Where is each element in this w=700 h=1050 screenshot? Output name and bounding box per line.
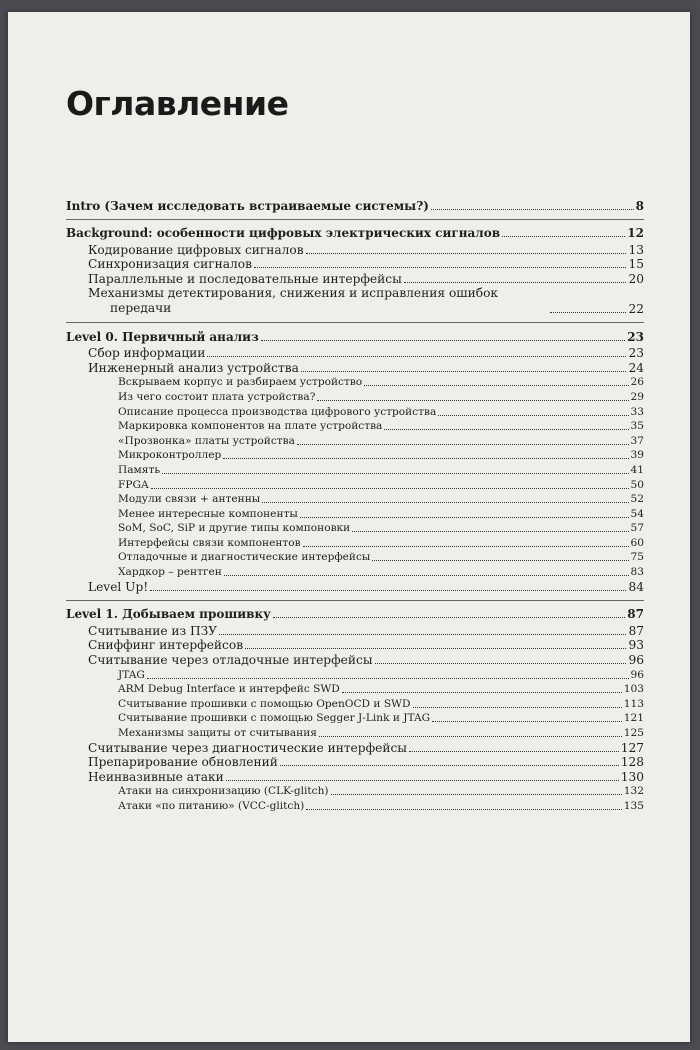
toc-entry-level-1[interactable] <box>66 755 644 770</box>
toc-entry-text: «Прозвонка» платы устройства <box>118 434 295 447</box>
dot-leader <box>317 400 628 401</box>
dot-leader <box>375 663 627 664</box>
toc-entry-title <box>66 330 259 344</box>
toc-entry-level-0[interactable] <box>66 226 644 241</box>
toc-page-number: 57 <box>630 522 644 535</box>
table-of-contents <box>66 198 644 813</box>
toc-entry-title <box>88 361 299 375</box>
toc-entry-level-2[interactable] <box>66 506 644 521</box>
dot-leader <box>147 678 629 679</box>
toc-page-number: 113 <box>623 697 644 710</box>
toc-entry-level-2[interactable] <box>66 784 644 799</box>
dot-leader <box>331 794 622 795</box>
toc-entry-text: Level 0. Первичный анализ <box>66 329 259 344</box>
section-divider <box>66 322 644 329</box>
toc-entry-text: Сниффинг интерфейсов <box>88 638 244 653</box>
toc-entry-title <box>88 243 304 257</box>
dot-leader <box>280 765 619 766</box>
toc-entry-title <box>118 478 149 492</box>
toc-page-number: 20 <box>628 271 644 286</box>
toc-entry-title <box>88 272 402 286</box>
dot-leader <box>273 617 625 618</box>
dot-leader <box>303 546 629 547</box>
toc-entry-title <box>118 784 329 798</box>
dot-leader <box>352 531 628 532</box>
toc-page-number: 23 <box>627 329 644 344</box>
toc-entry-text: Из чего состоит плата устройства? <box>118 390 316 403</box>
toc-entry-level-2[interactable] <box>66 492 644 507</box>
toc-page-number: 87 <box>628 623 644 638</box>
book-page <box>8 12 690 1042</box>
toc-entry-title <box>66 607 271 621</box>
dot-leader <box>413 707 622 708</box>
toc-entry-text: Считывание через отладочные интерфейсы <box>88 653 373 668</box>
toc-page-number: 83 <box>630 566 644 579</box>
toc-entry-title <box>88 346 205 360</box>
toc-entry-title <box>88 755 278 769</box>
toc-page-number: 60 <box>630 536 644 549</box>
toc-entry-title <box>118 550 370 564</box>
toc-entry-title <box>118 521 350 535</box>
toc-entry-level-2[interactable] <box>66 521 644 536</box>
toc-page-number: 37 <box>630 434 644 447</box>
dot-leader <box>297 444 629 445</box>
toc-entry-text: Считывание прошивки с помощью Segger J-Link и JTAG <box>118 712 431 725</box>
toc-page-number: 41 <box>630 463 644 476</box>
dot-leader <box>372 560 628 561</box>
toc-entry-text: Intro (Зачем исследовать встраиваемые системы?) <box>66 198 429 213</box>
toc-entry-title <box>88 580 148 594</box>
toc-entry-text: Инженерный анализ устройства <box>88 360 299 375</box>
toc-entry-level-1[interactable] <box>66 346 644 361</box>
toc-entry-title <box>88 624 217 638</box>
toc-entry-text: Сбор информации <box>88 346 206 361</box>
toc-entry-title <box>118 536 301 550</box>
toc-entry-title <box>118 463 160 477</box>
dot-leader <box>409 751 619 752</box>
toc-entry-level-1[interactable] <box>66 740 644 755</box>
toc-page-number: 128 <box>620 755 644 770</box>
section-divider <box>66 219 644 226</box>
dot-leader <box>207 356 626 357</box>
dot-leader <box>384 429 628 430</box>
toc-entry-title <box>88 257 252 271</box>
toc-page-number: 127 <box>620 740 644 755</box>
toc-page-number: 29 <box>630 390 644 403</box>
toc-page-number: 23 <box>628 346 644 361</box>
toc-entry-text: Background: особенности цифровых электрических сигналов <box>66 226 501 241</box>
toc-page-number: 96 <box>630 668 644 681</box>
dot-leader <box>254 267 627 268</box>
dot-leader <box>432 721 622 722</box>
dot-leader <box>550 312 626 313</box>
toc-entry-title <box>118 711 430 725</box>
toc-page-number: 87 <box>627 607 644 622</box>
dot-leader <box>300 517 629 518</box>
dot-leader <box>438 415 628 416</box>
toc-entry-title <box>118 375 362 389</box>
toc-page-number: 130 <box>620 769 644 784</box>
dot-leader <box>431 209 634 210</box>
toc-entry-text: Неинвазивные атаки <box>88 769 224 784</box>
toc-entry-level-1[interactable] <box>66 271 644 286</box>
toc-entry-level-0[interactable] <box>66 607 644 622</box>
toc-entry-level-1[interactable] <box>66 360 644 375</box>
toc-entry-title <box>118 390 315 404</box>
toc-entry-level-1[interactable] <box>66 579 644 594</box>
dot-leader <box>219 634 626 635</box>
toc-entry-title <box>118 697 411 711</box>
toc-entry-level-0[interactable] <box>66 329 644 344</box>
toc-page-number: 125 <box>623 727 644 739</box>
dot-leader <box>342 692 622 693</box>
toc-entry-text-continuation: передачи <box>110 300 172 315</box>
toc-entry-text: Вскрываем корпус и разбираем устройство <box>118 376 363 389</box>
toc-entry-text: Хардкор – рентген <box>118 566 222 579</box>
section-divider <box>66 600 644 607</box>
toc-entry-title <box>66 199 429 213</box>
toc-entry-title <box>118 405 436 419</box>
toc-entry-text: ARM Debug Interface и интерфейс SWD <box>118 683 340 696</box>
toc-entry-text: Маркировка компонентов на плате устройства <box>118 420 383 433</box>
toc-page-number: 50 <box>630 478 644 491</box>
toc-page-number: 24 <box>628 360 644 375</box>
toc-entry-text: Синхронизация сигналов <box>88 257 252 272</box>
toc-entry-text: Менее интересные компоненты <box>118 507 298 520</box>
toc-page-number: 15 <box>628 257 644 272</box>
toc-entry-text: Параллельные и последовательные интерфейсы <box>88 271 402 286</box>
toc-entry-title <box>118 726 317 740</box>
toc-entry-level-2[interactable] <box>66 535 644 550</box>
dot-leader <box>306 253 627 254</box>
toc-page-number: 35 <box>630 420 644 433</box>
toc-entry-level-1[interactable] <box>66 242 644 257</box>
dot-leader <box>404 282 627 283</box>
toc-entry-text: Атаки на синхронизацию (CLK-glitch) <box>118 785 329 798</box>
toc-entry-text: Модули связи + антенны <box>118 493 261 506</box>
toc-entry-text: Память <box>118 463 161 476</box>
toc-entry-level-2[interactable] <box>66 564 644 579</box>
toc-entry-level-2[interactable] <box>66 477 644 492</box>
toc-entry-text: Level Up! <box>88 579 149 594</box>
toc-entry-level-1[interactable] <box>66 257 644 272</box>
dot-leader <box>261 340 626 341</box>
toc-entry-title <box>88 770 224 784</box>
toc-entry-text: Описание процесса производства цифрового устройства <box>118 405 437 418</box>
toc-entry-level-1[interactable] <box>66 652 644 667</box>
toc-entry-level-0[interactable] <box>66 198 644 213</box>
toc-entry-text: Механизмы защиты от считывания <box>118 727 317 739</box>
toc-entry-text: Кодирование цифровых сигналов <box>88 242 304 257</box>
toc-entry-text: Препарирование обновлений <box>88 755 278 770</box>
toc-entry-text: Механизмы детектирования, снижения и исправления ошибок <box>88 285 499 300</box>
toc-entry-level-2[interactable] <box>66 682 644 697</box>
toc-page-number: 93 <box>628 638 644 653</box>
toc-entry-title <box>118 492 260 506</box>
toc-page-number: 103 <box>623 683 644 696</box>
toc-entry-level-2[interactable] <box>66 711 644 726</box>
toc-entry-text: FPGA <box>118 478 149 491</box>
toc-page-number: 12 <box>627 226 644 241</box>
dot-leader <box>151 488 629 489</box>
toc-page-number: 39 <box>630 449 644 462</box>
toc-page-number: 132 <box>623 785 644 798</box>
toc-entry-level-2[interactable] <box>66 448 644 463</box>
toc-entry-title <box>118 434 295 448</box>
dot-leader <box>150 590 626 591</box>
toc-entry-text: Level 1. Добываем прошивку <box>66 607 271 622</box>
toc-page-number: 13 <box>628 242 644 257</box>
dot-leader <box>306 809 621 810</box>
dot-leader <box>245 648 626 649</box>
toc-page-number: 96 <box>628 653 644 668</box>
toc-entry-level-2[interactable] <box>66 696 644 711</box>
toc-entry-text: Считывание прошивки с помощью OpenOCD и SWD <box>118 697 411 710</box>
page-title: Оглавление <box>66 84 289 123</box>
toc-entry-title <box>118 668 145 682</box>
toc-page-number: 8 <box>635 198 644 213</box>
toc-page-number: 121 <box>623 712 644 725</box>
dot-leader <box>224 575 629 576</box>
dot-leader <box>223 458 628 459</box>
toc-page-number: 26 <box>630 376 644 389</box>
toc-entry-title <box>118 682 340 696</box>
toc-entry-level-1[interactable] <box>66 638 644 653</box>
toc-entry-title <box>66 226 500 240</box>
dot-leader <box>162 473 628 474</box>
toc-page-number: 22 <box>628 301 644 316</box>
dot-leader <box>301 371 627 372</box>
toc-entry-title <box>118 507 298 521</box>
toc-entry-level-2[interactable] <box>66 667 644 682</box>
toc-entry-text: Атаки «по питанию» (VCC-glitch) <box>118 799 305 812</box>
toc-entry-text: Считывание из ПЗУ <box>88 623 218 638</box>
toc-entry-title <box>118 799 304 813</box>
toc-entry-level-2[interactable] <box>66 419 644 434</box>
toc-page-number: 33 <box>630 405 644 418</box>
toc-entry-text: Микроконтроллер <box>118 449 222 462</box>
toc-entry-title <box>88 286 548 316</box>
dot-leader <box>502 236 625 237</box>
toc-entry-text: Интерфейсы связи компонентов <box>118 536 301 549</box>
toc-entry-title <box>118 448 221 462</box>
dot-leader <box>319 736 622 737</box>
toc-entry-title <box>88 741 407 755</box>
dot-leader <box>226 780 619 781</box>
toc-page-number: 54 <box>630 507 644 520</box>
toc-entry-text: Отладочные и диагностические интерфейсы <box>118 551 371 564</box>
toc-entry-level-2[interactable] <box>66 433 644 448</box>
toc-entry-text: Считывание через диагностические интерфейсы <box>88 740 407 755</box>
toc-entry-level-2[interactable] <box>66 404 644 419</box>
toc-entry-title <box>118 419 382 433</box>
toc-page-number: 52 <box>630 493 644 506</box>
toc-entry-text: SoM, SoC, SiP и другие типы компоновки <box>118 522 351 535</box>
toc-page-number: 84 <box>628 579 644 594</box>
toc-entry-level-2[interactable] <box>66 462 644 477</box>
toc-entry-level-2[interactable] <box>66 375 644 390</box>
toc-entry-title <box>88 653 373 667</box>
toc-entry-title <box>88 638 243 652</box>
toc-entry-level-2[interactable] <box>66 798 644 813</box>
toc-entry-level-1[interactable] <box>66 286 644 316</box>
toc-entry-level-1[interactable] <box>66 769 644 784</box>
toc-entry-text: JTAG <box>118 668 145 681</box>
toc-entry-level-1[interactable] <box>66 623 644 638</box>
dot-leader <box>262 502 628 503</box>
toc-entry-title <box>118 565 222 579</box>
toc-page-number: 135 <box>623 799 644 812</box>
dot-leader <box>364 385 628 386</box>
toc-entry-level-2[interactable] <box>66 725 644 740</box>
toc-entry-level-2[interactable] <box>66 550 644 565</box>
toc-entry-level-2[interactable] <box>66 389 644 404</box>
toc-page-number: 75 <box>630 551 644 564</box>
